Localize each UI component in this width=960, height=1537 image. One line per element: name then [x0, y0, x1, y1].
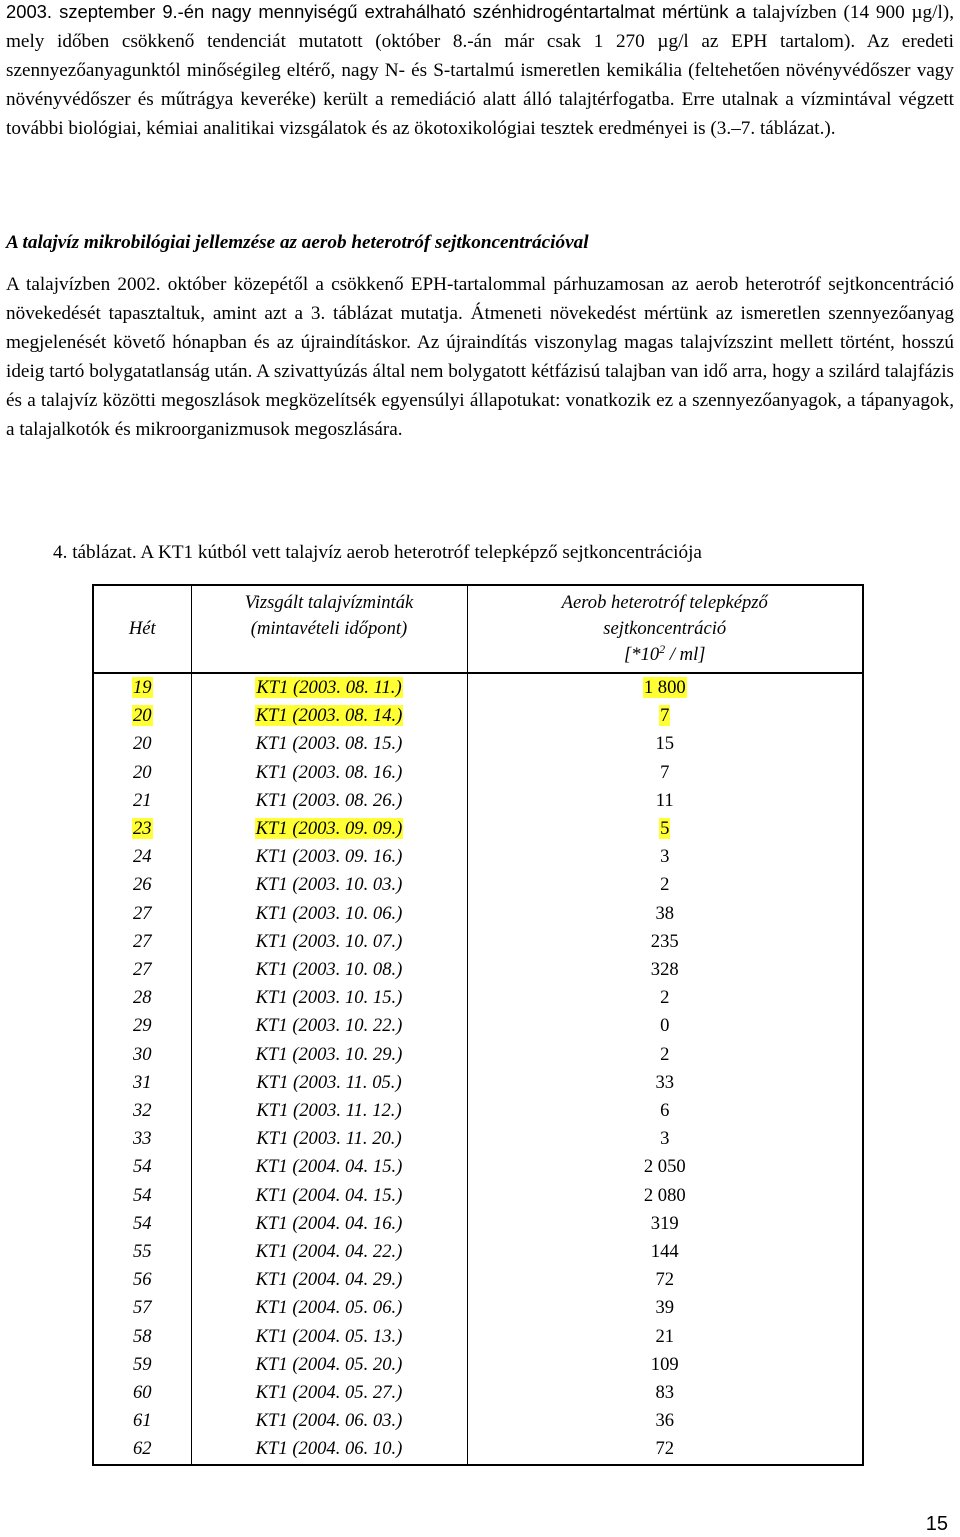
value-cell-text: 5 — [660, 818, 670, 840]
value-cell — [467, 815, 863, 843]
value-cell — [467, 1379, 863, 1407]
value-cell-text: 38 — [655, 902, 675, 924]
table-row — [93, 1041, 863, 1069]
week-cell — [93, 1379, 191, 1407]
sample-cell — [191, 1435, 467, 1464]
sample-cell-text: KT1 (2003. 09. 09.) — [255, 818, 403, 840]
table-caption: 4. táblázat. A KT1 kútból vett talajvíz aerob heterotróf telepképző sejtkoncentrációja — [53, 542, 702, 563]
table-row — [93, 702, 863, 730]
table-row — [93, 1407, 863, 1435]
table-row — [93, 1435, 863, 1464]
table-row — [93, 1097, 863, 1125]
week-cell-text: 20 — [132, 705, 152, 727]
week-cell-text: 61 — [132, 1410, 152, 1432]
week-cell — [93, 673, 191, 702]
sample-cell — [191, 1153, 467, 1181]
sample-cell — [191, 1351, 467, 1379]
value-cell-text: 21 — [655, 1325, 675, 1347]
week-cell — [93, 1012, 191, 1040]
table-row — [93, 984, 863, 1012]
week-cell-text: 31 — [132, 1071, 152, 1093]
week-cell-text: 27 — [132, 959, 152, 981]
table-header-row — [93, 585, 863, 673]
week-cell-text: 59 — [132, 1353, 152, 1375]
sample-cell-text: KT1 (2004. 06. 10.) — [255, 1438, 403, 1460]
value-cell-text: 83 — [655, 1382, 675, 1404]
week-cell — [93, 702, 191, 730]
sample-cell-text: KT1 (2003. 10. 03.) — [255, 874, 403, 896]
value-cell — [467, 1294, 863, 1322]
page-number: 15 — [925, 1513, 948, 1535]
week-cell-text: 62 — [132, 1438, 152, 1460]
intro-paragraph — [6, 0, 954, 143]
header-conc-line3 — [468, 642, 863, 668]
table-row — [93, 815, 863, 843]
header-week-label: Hét — [128, 618, 156, 639]
week-cell — [93, 843, 191, 871]
header-conc-unit-exp: 2 — [659, 641, 666, 656]
sample-cell — [191, 1266, 467, 1294]
sample-cell-text: KT1 (2004. 06. 03.) — [255, 1410, 403, 1432]
week-cell-text: 21 — [132, 789, 152, 811]
value-cell — [467, 1407, 863, 1435]
header-conc-unit-post: / ml] — [665, 644, 706, 665]
sample-cell — [191, 702, 467, 730]
week-cell — [93, 1351, 191, 1379]
header-conc-line1: Aerob heterotróf telepképző — [561, 592, 768, 613]
week-cell-text: 27 — [132, 902, 152, 924]
sample-cell — [191, 1407, 467, 1435]
table-row — [93, 730, 863, 758]
sample-cell-text: KT1 (2004. 04. 15.) — [255, 1184, 403, 1206]
value-cell — [467, 1153, 863, 1181]
sample-cell — [191, 1125, 467, 1153]
header-conc-unit-pre: [*10 — [624, 644, 660, 665]
value-cell-text: 2 — [660, 874, 670, 896]
sample-cell-text: KT1 (2003. 08. 14.) — [255, 705, 403, 727]
table-row — [93, 787, 863, 815]
sample-cell — [191, 1097, 467, 1125]
sample-cell-text: KT1 (2003. 11. 20.) — [256, 1128, 402, 1150]
week-cell — [93, 956, 191, 984]
sample-cell — [191, 1379, 467, 1407]
value-cell — [467, 984, 863, 1012]
value-cell-text: 11 — [655, 789, 674, 811]
week-cell-text: 33 — [132, 1128, 152, 1150]
week-cell-text: 23 — [132, 818, 152, 840]
sample-cell — [191, 759, 467, 787]
table-row — [93, 1266, 863, 1294]
sample-cell-text: KT1 (2003. 09. 16.) — [255, 846, 403, 868]
sample-cell — [191, 1182, 467, 1210]
week-cell — [93, 928, 191, 956]
value-cell — [467, 871, 863, 899]
sample-cell — [191, 1210, 467, 1238]
value-cell — [467, 1182, 863, 1210]
week-cell-text: 32 — [132, 1100, 152, 1122]
sample-cell — [191, 730, 467, 758]
sample-cell — [191, 956, 467, 984]
table-row — [93, 1379, 863, 1407]
table-row — [93, 673, 863, 702]
week-cell — [93, 1435, 191, 1464]
value-cell — [467, 673, 863, 702]
week-cell — [93, 1069, 191, 1097]
sample-cell-text: KT1 (2003. 08. 15.) — [255, 733, 403, 755]
value-cell-text: 319 — [650, 1212, 679, 1234]
sample-cell — [191, 1294, 467, 1322]
sample-cell-text: KT1 (2003. 10. 22.) — [255, 1015, 403, 1037]
value-cell — [467, 900, 863, 928]
value-cell-text: 72 — [655, 1269, 675, 1291]
header-sample-line1: Vizsgált talajvízminták — [244, 592, 414, 613]
table-row — [93, 1153, 863, 1181]
sample-cell-text: KT1 (2003. 10. 29.) — [255, 1043, 403, 1065]
week-cell-text: 54 — [132, 1156, 152, 1178]
table-body — [93, 673, 863, 1465]
sample-cell — [191, 1238, 467, 1266]
week-cell — [93, 1041, 191, 1069]
value-cell — [467, 1125, 863, 1153]
sample-cell-text: KT1 (2003. 11. 12.) — [256, 1100, 402, 1122]
sample-cell — [191, 984, 467, 1012]
sample-cell-text: KT1 (2003. 08. 26.) — [255, 789, 403, 811]
week-cell — [93, 759, 191, 787]
value-cell-text: 7 — [660, 761, 670, 783]
table-row — [93, 1069, 863, 1097]
value-cell — [467, 787, 863, 815]
week-cell-text: 54 — [132, 1184, 152, 1206]
sample-cell-text: KT1 (2004. 05. 06.) — [255, 1297, 403, 1319]
sample-cell — [191, 1041, 467, 1069]
header-sample — [191, 585, 467, 673]
intro-first-line: 2003. szeptember 9.-én nagy mennyiségű extrahálható szénhidrogéntartalmat mértünk a — [6, 1, 746, 22]
sample-cell-text: KT1 (2004. 04. 16.) — [255, 1212, 403, 1234]
sample-cell — [191, 871, 467, 899]
week-cell — [93, 1407, 191, 1435]
value-cell — [467, 1351, 863, 1379]
week-cell-text: 19 — [132, 677, 152, 698]
sample-cell-text: KT1 (2003. 10. 06.) — [255, 902, 403, 924]
sample-cell — [191, 673, 467, 702]
table-row — [93, 1182, 863, 1210]
value-cell-text: 328 — [650, 959, 679, 981]
value-cell-text: 0 — [660, 1015, 670, 1037]
value-cell-text: 36 — [655, 1410, 675, 1432]
table-row — [93, 1323, 863, 1351]
value-cell — [467, 1323, 863, 1351]
sample-cell-text: KT1 (2004. 04. 15.) — [255, 1156, 403, 1178]
week-cell-text: 57 — [132, 1297, 152, 1319]
week-cell-text: 20 — [132, 733, 152, 755]
week-cell — [93, 815, 191, 843]
sample-cell-text: KT1 (2004. 04. 29.) — [255, 1269, 403, 1291]
week-cell — [93, 1097, 191, 1125]
value-cell — [467, 730, 863, 758]
table-row — [93, 1351, 863, 1379]
value-cell — [467, 1012, 863, 1040]
cell-concentration-table — [92, 584, 864, 1466]
sample-cell-text: KT1 (2004. 05. 20.) — [255, 1353, 403, 1375]
value-cell-text: 33 — [655, 1071, 675, 1093]
value-cell-text: 72 — [655, 1438, 675, 1460]
value-cell — [467, 928, 863, 956]
value-cell — [467, 956, 863, 984]
table-row — [93, 871, 863, 899]
sample-cell-text: KT1 (2003. 08. 16.) — [255, 761, 403, 783]
sample-cell-text: KT1 (2003. 10. 08.) — [255, 959, 403, 981]
value-cell — [467, 1210, 863, 1238]
header-conc-line2: sejtkoncentráció — [603, 618, 727, 639]
value-cell-text: 6 — [660, 1100, 670, 1122]
sample-cell-text: KT1 (2003. 10. 07.) — [255, 930, 403, 952]
week-cell — [93, 1210, 191, 1238]
week-cell-text: 56 — [132, 1269, 152, 1291]
sample-cell — [191, 787, 467, 815]
value-cell — [467, 702, 863, 730]
value-cell-text: 7 — [660, 705, 670, 727]
value-cell — [467, 759, 863, 787]
value-cell — [467, 1097, 863, 1125]
week-cell — [93, 1153, 191, 1181]
value-cell — [467, 1435, 863, 1464]
table-row — [93, 928, 863, 956]
header-concentration — [467, 585, 863, 673]
value-cell-text: 39 — [655, 1297, 675, 1319]
value-cell — [467, 1041, 863, 1069]
value-cell-text: 109 — [650, 1353, 679, 1375]
table-row — [93, 759, 863, 787]
table-row — [93, 843, 863, 871]
sample-cell — [191, 1323, 467, 1351]
week-cell — [93, 1266, 191, 1294]
sample-cell — [191, 900, 467, 928]
value-cell-text: 2 050 — [643, 1156, 686, 1178]
value-cell — [467, 1069, 863, 1097]
week-cell — [93, 730, 191, 758]
week-cell-text: 54 — [132, 1212, 152, 1234]
value-cell-text: 2 — [660, 987, 670, 1009]
table-row — [93, 956, 863, 984]
sample-cell — [191, 1012, 467, 1040]
value-cell-text: 2 — [660, 1043, 670, 1065]
week-cell-text: 28 — [132, 987, 152, 1009]
sample-cell — [191, 1069, 467, 1097]
section-title: A talajvíz mikrobilógiai jellemzése az aerob heterotróf sejtkoncentrációval — [6, 232, 589, 253]
value-cell-text: 2 080 — [643, 1184, 686, 1206]
week-cell-text: 27 — [132, 930, 152, 952]
week-cell-text: 55 — [132, 1241, 152, 1263]
table-row — [93, 1125, 863, 1153]
value-cell — [467, 1238, 863, 1266]
value-cell-text: 15 — [655, 733, 675, 755]
week-cell-text: 24 — [132, 846, 152, 868]
value-cell-text: 1 800 — [643, 677, 686, 698]
week-cell — [93, 1182, 191, 1210]
week-cell — [93, 900, 191, 928]
value-cell — [467, 1266, 863, 1294]
week-cell — [93, 984, 191, 1012]
week-cell-text: 58 — [132, 1325, 152, 1347]
value-cell-text: 3 — [660, 1128, 670, 1150]
header-sample-line2: (mintavételi időpont) — [250, 618, 408, 639]
value-cell-text: 144 — [650, 1241, 679, 1263]
week-cell — [93, 1125, 191, 1153]
table-row — [93, 900, 863, 928]
sample-cell-text: KT1 (2003. 08. 11.) — [256, 677, 402, 698]
table-row — [93, 1294, 863, 1322]
sample-cell — [191, 928, 467, 956]
week-cell-text: 60 — [132, 1382, 152, 1404]
intro-paragraph-text: talajvízben (14 900 µg/l), mely időben csökkenő tendenciát mutatott (október 8.-án már csak 1 270 µg/l az EPH tartalom). Az eredeti szennyezőanyagunktól minőségileg eltérő, nagy N- és S-tartalmú ismeretlen kemikália (feltehetően növényvédőszer vagy növényvédőszer és műtrágya keveréke) került a remediáció alatt álló talajtérfogatba. Erre utalnak a vízmintával végzett további biológiai, kémiai analitikai vizsgálatok és az ökotoxikológiai tesztek eredményei is (3.–7. táblázat.). — [6, 2, 954, 139]
week-cell — [93, 1294, 191, 1322]
table-row — [93, 1238, 863, 1266]
week-cell — [93, 871, 191, 899]
value-cell-text: 3 — [660, 846, 670, 868]
sample-cell-text: KT1 (2004. 05. 13.) — [255, 1325, 403, 1347]
sample-cell-text: KT1 (2004. 05. 27.) — [255, 1382, 403, 1404]
week-cell-text: 30 — [132, 1043, 152, 1065]
sample-cell — [191, 815, 467, 843]
sample-cell-text: KT1 (2003. 11. 05.) — [256, 1071, 402, 1093]
week-cell — [93, 787, 191, 815]
value-cell-text: 235 — [650, 930, 679, 952]
table-row — [93, 1012, 863, 1040]
sample-cell-text: KT1 (2003. 10. 15.) — [255, 987, 403, 1009]
week-cell-text: 29 — [132, 1015, 152, 1037]
week-cell — [93, 1323, 191, 1351]
header-week — [93, 585, 191, 673]
sample-cell-text: KT1 (2004. 04. 22.) — [255, 1241, 403, 1263]
week-cell-text: 20 — [132, 761, 152, 783]
body-paragraph: A talajvízben 2002. október közepétől a csökkenő EPH-tartalommal párhuzamosan az aerob heterotróf sejtkoncentráció növekedését tapasztaltuk, amint azt a 3. táblázat mutatja. Átmeneti növekedést mértünk az ismeretlen szennyezőanyag megjelenését követő hónapban és az újraindításkor. Az újraindítás viszonylag magas talajvízszint mellett történt, hosszú ideig tartó bolygatatlanság után. A szivattyúzás által nem bolygatott kétfázisú talajban van idő arra, hogy a szilárd talajfázis és a talajvíz közötti megoszlások megközelítsék egyensúlyi állapotukat: vonatkozik ez a szennyezőanyagok, a tápanyagok, a talajalkotók és mikroorganizmusok megoszlására. — [6, 274, 954, 440]
value-cell — [467, 843, 863, 871]
week-cell — [93, 1238, 191, 1266]
week-cell-text: 26 — [132, 874, 152, 896]
table-row — [93, 1210, 863, 1238]
sample-cell — [191, 843, 467, 871]
